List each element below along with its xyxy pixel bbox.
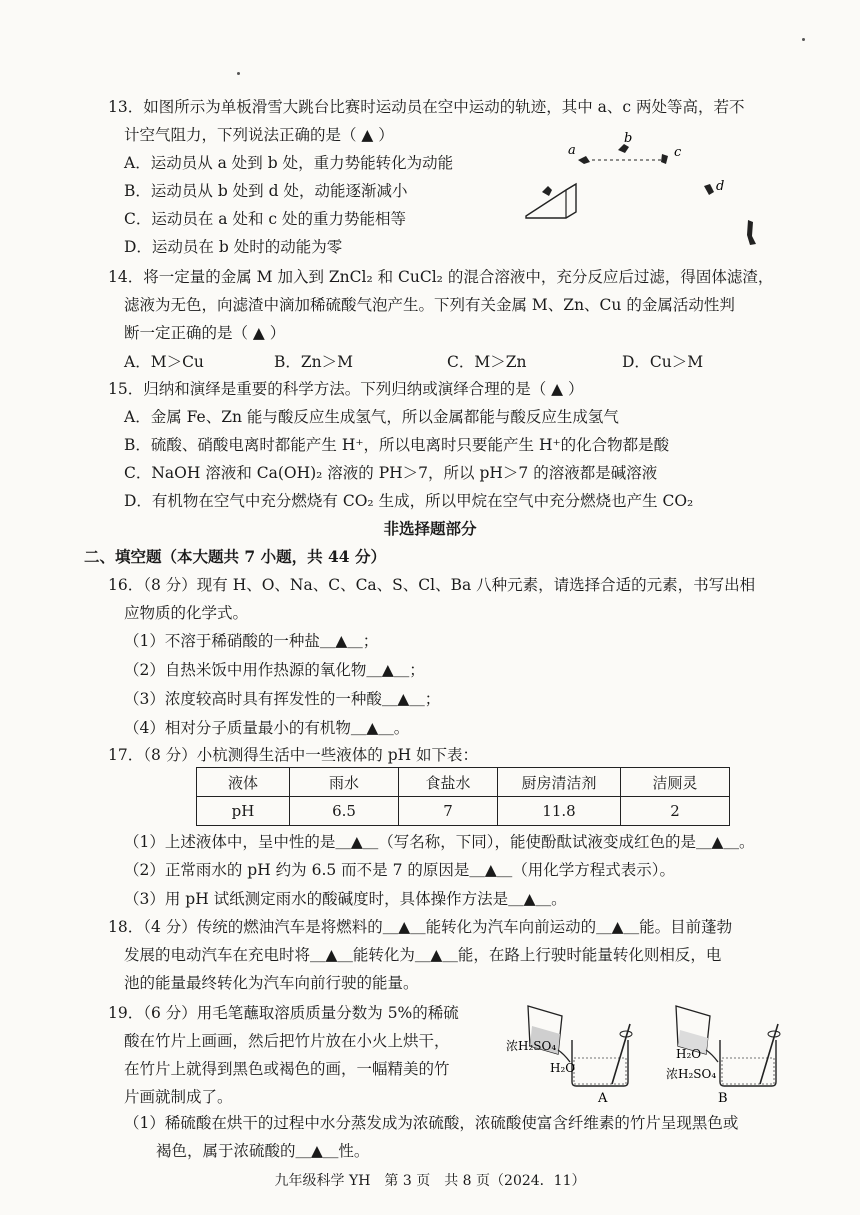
q18-line1: 18．（4 分）传统的燃油汽车是将燃料的＿▲＿能转化为汽车向前运动的＿▲＿能。目前蓬勃: [108, 918, 733, 936]
fig-a-beaker-label: H₂O: [550, 1061, 576, 1075]
q14-stem-line3: 断一定正确的是（ ▲ ）: [124, 324, 286, 342]
q19-line2: 酸在竹片上画画，然后把竹片放在小火上烘干，: [124, 1032, 450, 1050]
q16-stem-line2: 应物质的化学式。: [124, 604, 249, 622]
q17-sub-2: （2）正常雨水的 pH 约为 6.5 而不是 7 的原因是＿▲＿（用化学方程式表示）。: [124, 861, 676, 879]
q18-line2: 发展的电动汽车在充电时将＿▲＿能转化为＿▲＿能，在路上行驶时能量转化则相反，电: [124, 946, 722, 964]
page-footer: 九年级科学 YH 第 3 页 共 8 页（2024．11）: [274, 1173, 586, 1189]
q16-sub-4: （4）相对分子质量最小的有机物＿▲＿。: [124, 719, 410, 737]
q13-option-c: C．运动员在 a 处和 c 处的重力势能相等: [124, 210, 406, 228]
skier-a: [578, 156, 590, 164]
label-d: d: [716, 179, 725, 194]
ski-jump-trajectory-figure: [520, 128, 780, 253]
table-cell: 厨房清洁剂: [498, 768, 621, 797]
q19-line1: 19．（6 分）用毛笔蘸取溶质质量分数为 5%的稀硫: [108, 1004, 459, 1022]
q15-option-c: C．NaOH 溶液和 Ca(OH)₂ 溶液的 PH＞7，所以 pH＞7 的溶液都是碱溶液: [124, 464, 658, 482]
q17-sub-3: （3）用 pH 试纸测定雨水的酸碱度时，具体操作方法是＿▲＿。: [124, 890, 567, 908]
fig-b-beaker-label: 浓H₂SO₄: [666, 1067, 717, 1081]
q13-option-a: A．运动员从 a 处到 b 处，重力势能转化为动能: [124, 154, 454, 172]
table-header-row: [197, 768, 730, 797]
q14-option-a: A．M＞Cu: [124, 353, 204, 371]
q19-sub-1-line2: 褐色，属于浓硫酸的＿▲＿性。: [156, 1142, 370, 1160]
q15-option-b: B．硫酸、硝酸电离时都能产生 H⁺，所以电离时只要能产生 H⁺的化合物都是酸: [124, 436, 670, 454]
q13-option-d: D．运动员在 b 处时的动能为零: [124, 238, 343, 256]
q14-option-d: D．Cu＞M: [622, 353, 704, 371]
skier-c: [661, 154, 668, 164]
q15-stem: 15．归纳和演绎是重要的科学方法。下列归纳或演绎合理的是（ ▲ ）: [108, 380, 584, 398]
scan-speck: [237, 72, 240, 75]
label-a: a: [568, 143, 576, 158]
q16-sub-2: （2）自热米饭中用作热源的氧化物＿▲＿；: [124, 661, 425, 679]
q14-stem-line2: 滤液为无色，向滤渣中滴加稀硫酸气泡产生。下列有关金属 M、Zn、Cu 的金属活动性判: [124, 296, 735, 314]
label-c: c: [674, 145, 682, 160]
skier-d: [704, 184, 714, 195]
table-cell: 液体: [197, 768, 290, 797]
label-b: b: [624, 131, 633, 146]
dilution-figure: [500, 1000, 800, 1105]
q14-option-c: C．M＞Zn: [447, 353, 527, 371]
table-cell: 11.8: [498, 797, 621, 826]
q19-sub-1-line1: （1）稀硫酸在烘干的过程中水分蒸发成为浓硫酸，浓硫酸使富含纤维素的竹片呈现黑色或: [124, 1114, 739, 1132]
q13-stem-line1: 13．如图所示为单板滑雪大跳台比赛时运动员在空中运动的轨迹，其中 a、c 两处等高，若不: [108, 98, 745, 116]
ph-table: [196, 767, 730, 826]
table-cell: 洁厕灵: [621, 768, 730, 797]
table-cell: 2: [621, 797, 730, 826]
q13-option-b: B．运动员从 b 处到 d 处，动能逐渐减小: [124, 182, 408, 200]
table-cell: pH: [197, 797, 290, 826]
q15-option-d: D．有机物在空气中充分燃烧有 CO₂ 生成，所以甲烷在空气中充分燃烧也产生 CO₂: [124, 492, 694, 510]
q16-sub-3: （3）浓度较高时具有挥发性的一种酸＿▲＿；: [124, 690, 441, 708]
q19-line4: 片画就制成了。: [124, 1088, 233, 1106]
fig-a-pour-label: 浓H₂SO₄: [506, 1039, 557, 1053]
table-cell: 食盐水: [399, 768, 498, 797]
q13-stem-line2: 计空气阻力，下列说法正确的是（ ▲ ）: [124, 126, 394, 144]
q14-option-b: B．Zn＞M: [274, 353, 354, 371]
table-row: [197, 797, 730, 826]
figure-b: [666, 1006, 780, 1105]
section-title: 非选择题部分: [383, 519, 477, 538]
figure-a: [506, 1006, 632, 1105]
skier-on-ramp: [542, 186, 552, 196]
table-cell: 7: [399, 797, 498, 826]
skier-landing: [747, 220, 756, 245]
q16-sub-1: （1）不溶于稀硝酸的一种盐＿▲＿；: [124, 632, 379, 650]
q14-stem-line1: 14．将一定量的金属 M 加入到 ZnCl₂ 和 CuCl₂ 的混合溶液中，充分反应后过滤，得固体滤渣，: [108, 268, 774, 286]
fig-a-label: A: [598, 1091, 608, 1105]
fig-b-pour-label: H₂O: [676, 1047, 702, 1061]
q17-stem: 17．（8 分）小杭测得生活中一些液体的 pH 如下表：: [108, 746, 479, 764]
part-two-title: 二、填空题（本大题共 7 小题，共 44 分）: [84, 547, 386, 566]
table-cell: 6.5: [290, 797, 399, 826]
q16-stem-line1: 16．（8 分）现有 H、O、Na、C、Ca、S、Cl、Ba 八种元素，请选择合适的元素，书写出相: [108, 576, 756, 594]
q15-option-a: A．金属 Fe、Zn 能与酸反应生成氢气，所以金属都能与酸反应生成氢气: [124, 408, 619, 426]
fig-b-label: B: [718, 1091, 728, 1105]
q17-sub-1: （1）上述液体中，呈中性的是＿▲＿（写名称，下同），能使酚酞试液变成红色的是＿▲＿。: [124, 833, 755, 851]
q19-line3: 在竹片上就得到黑色或褐色的画，一幅精美的竹: [124, 1060, 450, 1078]
q18-line3: 池的能量最终转化为汽车向前行驶的能量。: [124, 974, 419, 992]
scan-speck: [802, 38, 805, 41]
table-cell: 雨水: [290, 768, 399, 797]
